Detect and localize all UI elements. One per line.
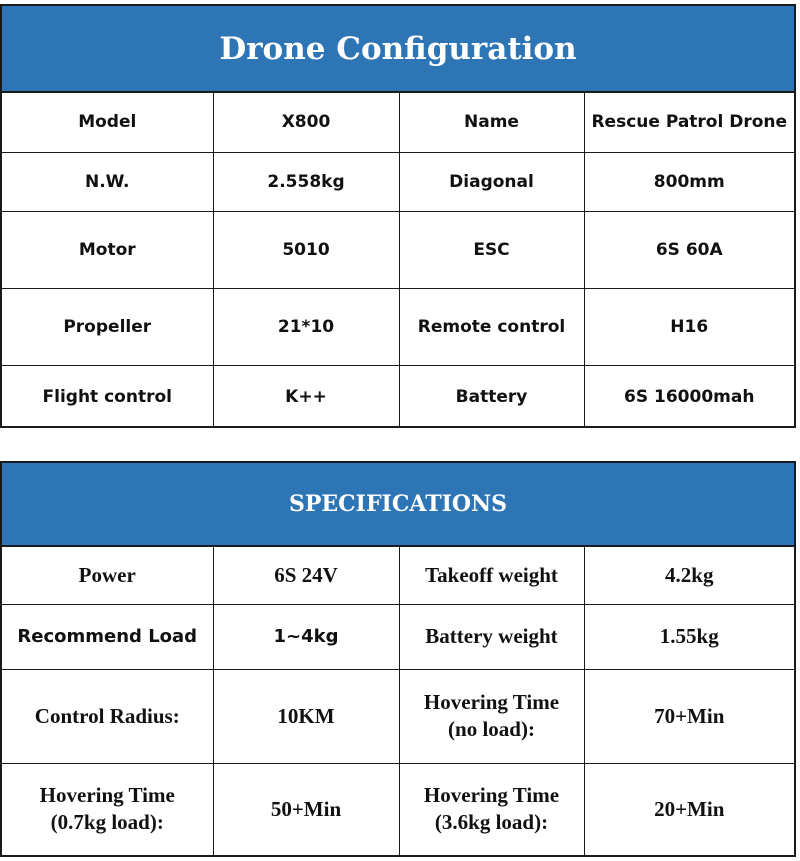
label-cell: ESC: [399, 211, 584, 288]
label-cell: Power: [2, 547, 213, 604]
label-cell: Remote control: [399, 288, 584, 365]
value-cell: 6S 16000mah: [584, 365, 794, 428]
drone-configuration-table: [0, 4, 796, 428]
label-cell: Motor: [2, 211, 213, 288]
label-cell: Model: [2, 93, 213, 152]
label-cell: Hovering Time (3.6kg load):: [399, 763, 584, 855]
value-cell: 4.2kg: [584, 547, 794, 604]
value-cell: 1.55kg: [584, 604, 794, 669]
value-cell: 20+Min: [584, 763, 794, 855]
label-cell: Takeoff weight: [399, 547, 584, 604]
value-cell: 6S 24V: [213, 547, 399, 604]
value-cell: Rescue Patrol Drone: [584, 93, 794, 152]
table-row: [2, 365, 794, 428]
label-cell: Hovering Time (no load):: [399, 669, 584, 763]
table-row: [2, 547, 794, 604]
specifications-grid: [2, 547, 794, 855]
specifications-table: [0, 461, 796, 857]
value-cell: 70+Min: [584, 669, 794, 763]
label-cell: Recommend Load: [2, 604, 213, 669]
value-cell: K++: [213, 365, 399, 428]
value-cell: 21*10: [213, 288, 399, 365]
value-cell: 6S 60A: [584, 211, 794, 288]
label-cell: Propeller: [2, 288, 213, 365]
value-cell: 800mm: [584, 152, 794, 211]
label-cell: Name: [399, 93, 584, 152]
label-cell: Battery: [399, 365, 584, 428]
value-cell: 5010: [213, 211, 399, 288]
table-row: [2, 211, 794, 288]
table-row: [2, 93, 794, 152]
table-row: [2, 152, 794, 211]
table-row: [2, 669, 794, 763]
table-row: [2, 288, 794, 365]
value-cell: H16: [584, 288, 794, 365]
label-cell: Hovering Time (0.7kg load):: [2, 763, 213, 855]
table-row: [2, 763, 794, 855]
label-cell: Battery weight: [399, 604, 584, 669]
configuration-grid: [2, 93, 794, 428]
label-cell: Diagonal: [399, 152, 584, 211]
value-cell: 50+Min: [213, 763, 399, 855]
value-cell: 10KM: [213, 669, 399, 763]
value-cell: 1~4kg: [213, 604, 399, 669]
label-cell: N.W.: [2, 152, 213, 211]
value-cell: 2.558kg: [213, 152, 399, 211]
drone-configuration-title: Drone Configuration: [2, 6, 794, 93]
label-cell: Flight control: [2, 365, 213, 428]
label-cell: Control Radius:: [2, 669, 213, 763]
table-row: [2, 604, 794, 669]
value-cell: X800: [213, 93, 399, 152]
specifications-title: SPECIFICATIONS: [2, 463, 794, 547]
